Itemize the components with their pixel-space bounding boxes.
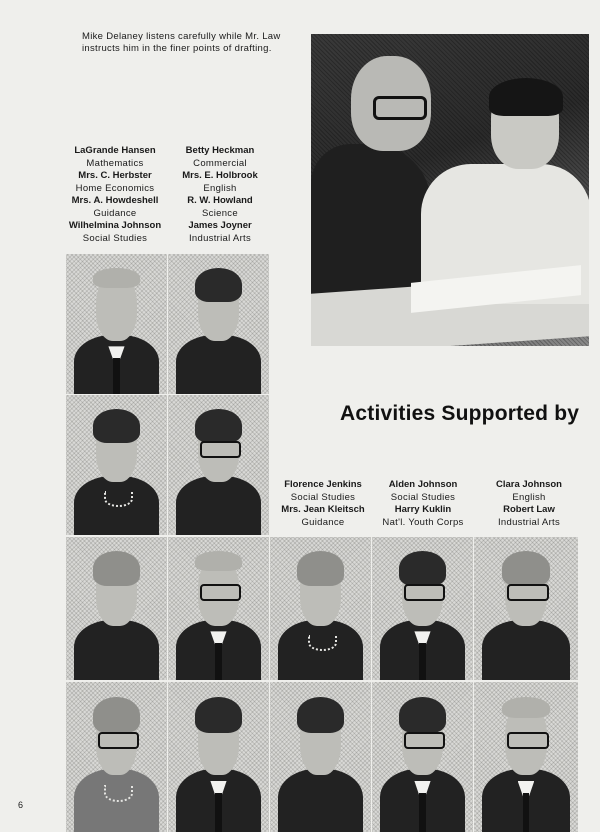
portrait-glasses bbox=[404, 584, 444, 601]
faculty-dept: Science bbox=[202, 207, 238, 219]
faculty-names-lower-2 bbox=[370, 479, 476, 529]
drafting-photo bbox=[311, 34, 589, 346]
portrait-photo bbox=[474, 682, 578, 832]
faculty-name: Mrs. Jean Kleitsch bbox=[281, 504, 365, 515]
faculty-names-lower-1 bbox=[268, 479, 378, 529]
portrait-photo bbox=[474, 537, 578, 680]
page-number: 6 bbox=[18, 800, 24, 810]
portrait-hair bbox=[93, 409, 139, 443]
faculty-name: Alden Johnson bbox=[388, 479, 458, 490]
faculty-dept: Social Studies bbox=[390, 491, 456, 503]
portrait-hair bbox=[399, 697, 445, 733]
portrait-hair bbox=[93, 697, 139, 733]
portrait-photo bbox=[66, 254, 167, 394]
portrait-hair bbox=[502, 697, 550, 718]
portrait-hair bbox=[297, 551, 343, 585]
faculty-name: Mrs. C. Herbster bbox=[78, 170, 152, 181]
faculty-dept: Commercial bbox=[193, 157, 247, 169]
portrait-glasses bbox=[507, 584, 548, 601]
faculty-name: Robert Law bbox=[503, 504, 555, 515]
faculty-names-lower-3 bbox=[476, 479, 582, 529]
faculty-dept: Industrial Arts bbox=[497, 516, 561, 528]
portrait-tie bbox=[523, 793, 529, 832]
portrait-tie bbox=[419, 643, 425, 680]
portrait-photo bbox=[372, 537, 473, 680]
portrait-body bbox=[278, 769, 363, 832]
portrait-hair bbox=[399, 551, 445, 585]
faculty-dept: Social Studies bbox=[290, 491, 356, 503]
caption-line-2: instructs him in the finer points of drafting. bbox=[82, 43, 272, 54]
faculty-dept: Guidance bbox=[301, 516, 345, 528]
faculty-dept: Industrial Arts bbox=[188, 232, 252, 244]
portrait-photo bbox=[372, 682, 473, 832]
student-hair bbox=[489, 78, 563, 116]
portrait-photo bbox=[168, 682, 269, 832]
portrait-body bbox=[482, 620, 569, 680]
portrait-hair bbox=[502, 551, 550, 585]
portrait-hair bbox=[297, 697, 343, 733]
faculty-dept: English bbox=[512, 491, 546, 503]
portrait-hair bbox=[195, 409, 241, 443]
faculty-name: Betty Heckman bbox=[185, 145, 255, 156]
portrait-photo bbox=[168, 537, 269, 680]
portrait-tie bbox=[419, 793, 425, 832]
faculty-dept: Guidance bbox=[93, 207, 137, 219]
teacher-glasses bbox=[373, 96, 427, 120]
faculty-name: Clara Johnson bbox=[496, 479, 562, 490]
portrait-photo bbox=[66, 537, 167, 680]
portrait-photo bbox=[270, 682, 371, 832]
portrait-photo bbox=[168, 395, 269, 535]
faculty-dept: Social Studies bbox=[82, 232, 148, 244]
portrait-tie bbox=[215, 793, 221, 832]
portrait-necklace bbox=[104, 491, 132, 507]
portrait-hair bbox=[195, 551, 241, 571]
portrait-hair bbox=[93, 268, 139, 288]
faculty-names-left bbox=[60, 145, 170, 245]
portrait-body bbox=[74, 620, 159, 680]
faculty-dept: Home Economics bbox=[75, 182, 155, 194]
faculty-name: Florence Jenkins bbox=[284, 479, 362, 490]
portrait-body bbox=[176, 476, 261, 535]
portrait-hair bbox=[195, 268, 241, 302]
portrait-glasses bbox=[98, 732, 138, 750]
faculty-dept: Mathematics bbox=[86, 157, 144, 169]
faculty-name: Mrs. A. Howdeshell bbox=[71, 195, 159, 206]
portrait-tie bbox=[113, 358, 119, 394]
faculty-dept: English bbox=[203, 182, 237, 194]
portrait-photo bbox=[270, 537, 371, 680]
portrait-photo bbox=[168, 254, 269, 394]
photo-caption bbox=[82, 31, 307, 55]
portrait-glasses bbox=[200, 584, 240, 601]
faculty-name: Wilhelmina Johnson bbox=[68, 220, 162, 231]
portrait-glasses bbox=[404, 732, 444, 750]
portrait-hair bbox=[195, 697, 241, 733]
portrait-hair bbox=[93, 551, 139, 585]
faculty-name: James Joyner bbox=[188, 220, 252, 231]
faculty-name: LaGrande Hansen bbox=[74, 145, 156, 156]
portrait-body bbox=[176, 335, 261, 394]
faculty-name: Harry Kuklin bbox=[394, 504, 452, 515]
caption-line-1: Mike Delaney listens carefully while Mr. Law bbox=[82, 31, 281, 42]
portrait-necklace bbox=[104, 785, 132, 802]
faculty-name: R. W. Howland bbox=[187, 195, 253, 206]
section-heading: Activities Supported by bbox=[340, 402, 580, 425]
portrait-photo bbox=[66, 395, 167, 535]
portrait-photo bbox=[66, 682, 167, 832]
portrait-glasses bbox=[507, 732, 548, 750]
portrait-tie bbox=[215, 643, 221, 680]
faculty-names-right bbox=[168, 145, 272, 245]
faculty-name: Mrs. E. Holbrook bbox=[182, 170, 258, 181]
faculty-dept: Nat'l. Youth Corps bbox=[382, 516, 464, 528]
portrait-glasses bbox=[200, 441, 240, 458]
